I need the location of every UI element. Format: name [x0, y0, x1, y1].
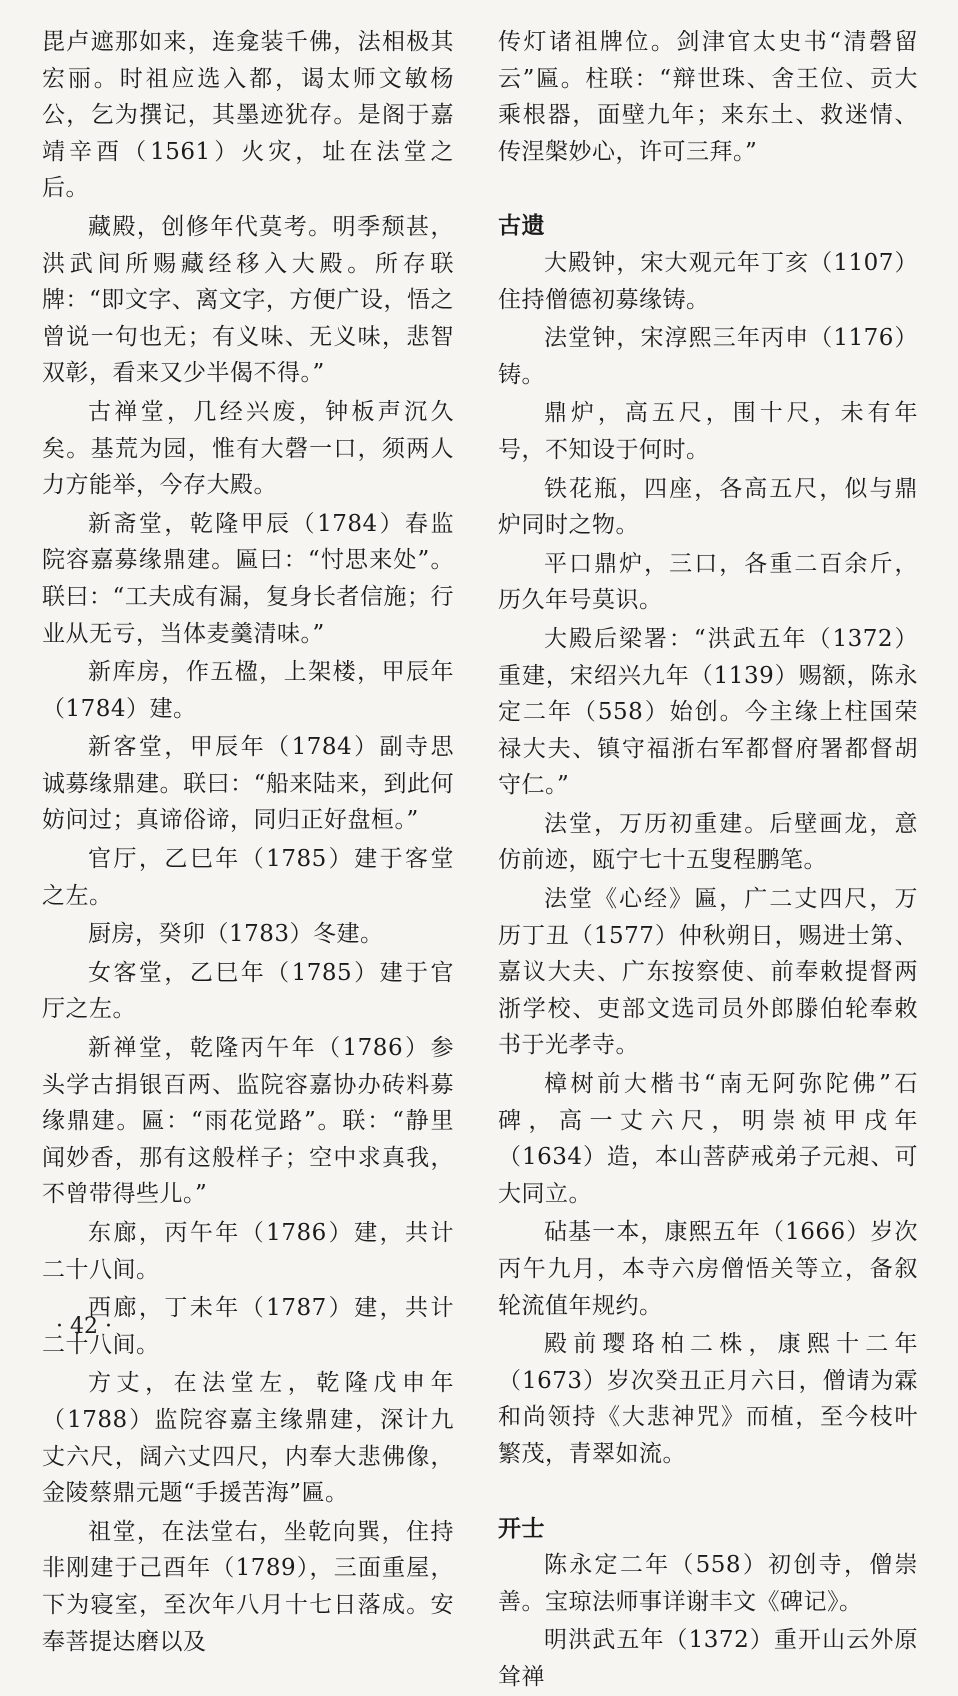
paragraph-relic: 平口鼎炉，三口，各重二百余斤，历久年号莫识。 [498, 550, 918, 614]
paragraph-relic: 樟树前大楷书“南无阿弥陀佛”石碑，高一丈六尺，明崇祯甲戌年（1634）造，本山菩萨戒弟子元昶、可大同立。 [498, 1071, 918, 1207]
paragraph-women-guest-hall: 女客堂，乙巳年（1785）建于官厅之左。 [42, 959, 454, 1023]
paragraph-continued-right: 传灯诸祖牌位。剑津官太史书“清磬留云”匾。柱联：“辩世珠、舍王位、贡大乘根器，面壁九年；来东土、救迷情、传涅槃妙心，许可三拜。” [498, 29, 918, 165]
paragraph-old-meditation-hall: 古禅堂，几经兴废，钟板声沉久矣。基荒为园，惟有大磬一口，须两人力方能举，今存大殿。 [42, 398, 454, 499]
section-heading-relics: 古遗 [498, 213, 545, 240]
paragraph-relic: 法堂钟，宋淳熙三年丙申（1176）铸。 [498, 325, 918, 388]
paragraph-abbot-quarters: 方丈，在法堂左，乾隆戊申年（1788）监院容嘉主缘鼎建，深计九丈六尺，阔六丈四尺，内奉大悲佛像，金陵蔡鼎元题“手援苦海”匾。 [42, 1370, 454, 1507]
section-heading-founders: 开士 [498, 1515, 545, 1542]
paragraph-relic: 大殿后梁署：“洪武五年（1372）重建，宋绍兴九年（1139）赐额，陈永定二年（558）始创。今主缘上柱国荣禄大夫、镇守福浙右军都督府署都督胡守仁。” [498, 625, 918, 799]
paragraph-kitchen: 厨房，癸卯（1783）冬建。 [88, 921, 384, 948]
paragraph-west-corridor: 西廊，丁未年（1787）建，共计二十八间。 [42, 1295, 454, 1358]
paragraph-east-corridor: 东廊，丙午年（1786）建，共计二十八间。 [42, 1220, 454, 1283]
paragraph-relic: 法堂《心经》匾，广二丈四尺，万历丁丑（1577）仲秋朔日，赐进士第、嘉议大夫、广东按察使、前奉敕提督两浙学校、吏部文选司员外郎滕伯轮奉敕书于光孝寺。 [498, 886, 918, 1059]
paragraph-new-dining-hall: 新斋堂，乾隆甲辰（1784）春监院容嘉募缘鼎建。匾曰：“忖思来处”。联曰：“工夫成有漏，复身长者信施；行业从无亏，当体麦羹清味。” [42, 510, 454, 647]
paragraph-new-guest-hall: 新客堂，甲辰年（1784）副寺思诚募缘鼎建。联曰：“船来陆来，到此何妨问过；真谛俗谛，同归正好盘桓。” [42, 734, 454, 834]
paragraph-ancestral-hall: 祖堂，在法堂右，坐乾向巽，住持非刚建于己酉年（1789），三面重屋，下为寝室，至次年八月十七日落成。安奉菩提达磨以及 [42, 1518, 454, 1655]
paragraph-relic: 铁花瓶，四座，各高五尺，似与鼎炉同时之物。 [498, 475, 918, 539]
page-number: · 42 · [56, 1314, 112, 1339]
paragraph-relic: 鼎炉，高五尺，围十尺，未有年号，不知设于何时。 [498, 400, 918, 463]
left-column [42, 24, 454, 1660]
paragraph-official-hall: 官厅，乙巳年（1785）建于客堂之左。 [42, 846, 454, 909]
paragraph-sutra-hall: 藏殿，创修年代莫考。明季颓甚，洪武间所赐藏经移入大殿。所存联牌：“即文字、离文字，方便广设，悟之曾说一句也无；有义味、无义味，悲智双彰，看来又少半偈不得。” [42, 213, 454, 387]
right-column [498, 24, 918, 1696]
paragraph-founder: 明洪武五年（1372）重开山云外原耸禅 [498, 1627, 918, 1690]
paragraph-new-storehouse: 新库房，作五楹，上架楼，甲辰年（1784）建。 [42, 659, 454, 722]
paragraph-relic: 殿前璎珞柏二株，康熙十二年（1673）岁次癸丑正月六日，僧请为霖和尚领持《大悲神咒》而植，至今枝叶繁茂，青翠如流。 [498, 1331, 918, 1467]
paragraph-relic: 法堂，万历初重建。后壁画龙，意仿前迹，瓯宁七十五叟程鹏笔。 [498, 810, 918, 874]
paragraph-relic: 大殿钟，宋大观元年丁亥（1107）住持僧德初募缘铸。 [498, 249, 918, 313]
paragraph-relic: 砧基一本，康熙五年（1666）岁次丙午九月，本寺六房僧悟关等立，备叙轮流值年规约。 [498, 1219, 918, 1319]
paragraph-founder: 陈永定二年（558）初创寺，僧崇善。宝琼法师事详谢丰文《碑记》。 [498, 1552, 918, 1615]
paragraph-continued: 毘卢遮那如来，连龛装千佛，法相极其宏丽。时祖应选入都，谒太师文敏杨公，乞为撰记，其墨迹犹存。是阁于嘉靖辛酉（1561）火灾，址在法堂之后。 [42, 29, 454, 202]
paragraph-new-meditation-hall: 新禅堂，乾隆丙午年（1786）参头学古捐银百两、监院容嘉协办砖料募缘鼎建。匾：“雨花觉路”。联：“静里闻妙香，那有这般样子；空中求真我，不曾带得些儿。” [42, 1035, 454, 1208]
